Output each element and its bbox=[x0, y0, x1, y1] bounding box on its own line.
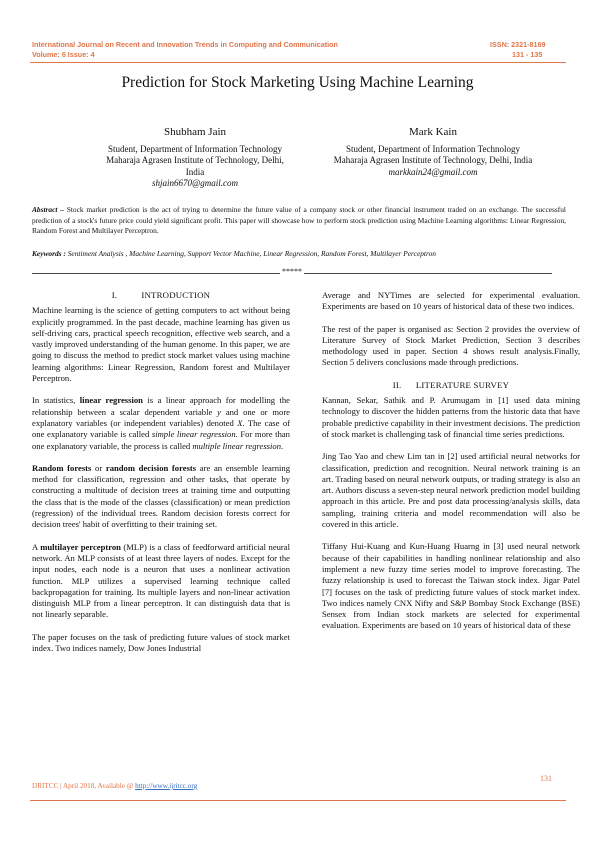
footer-text: IJRITCC | April 2018, Available @ bbox=[32, 782, 136, 790]
journal-issn: ISSN: 2321-8169 bbox=[490, 40, 546, 49]
paragraph-lit-2: Jing Tao Yao and chew Lim tan in [2] used artificial neural networks for classification, prediction and recognition. Neural network training is an art. Trading based on neural network outputs, or trading strategy is also an art. Authors discuss a seven-step neural network prediction model building approach in this article. Pre and post data processing/analysis skills, data sampling, training criteria and model recommendation will also be covered in this article. bbox=[322, 451, 580, 530]
text-span: . bbox=[281, 440, 284, 451]
var-y: y bbox=[217, 406, 221, 417]
author-block-2 bbox=[318, 127, 548, 178]
author-institute: Maharaja Agrasen Institute of Technology, Delhi, India bbox=[333, 155, 533, 165]
text-span: is a linear approach for modelling the relationship between a scalar dependent variable bbox=[32, 395, 291, 417]
author-name: Shubham Jain bbox=[163, 126, 227, 138]
section-heading-introduction: I. INTRODUCTION bbox=[111, 290, 211, 300]
header-rule bbox=[30, 62, 566, 63]
abstract bbox=[32, 205, 566, 237]
term-random-forests: Random forests bbox=[32, 462, 92, 473]
var-x: X bbox=[237, 417, 243, 428]
paragraph-indices: Average and NYTimes are selected for experimental evaluation. Experiments are based on 10 years of historical data of these two indices. bbox=[322, 290, 580, 312]
left-column bbox=[32, 290, 290, 665]
keywords bbox=[32, 249, 566, 258]
author-block-1 bbox=[105, 127, 285, 190]
page-number: 131 bbox=[540, 774, 552, 783]
text-span: . For more than one explanatory variable, the process is called bbox=[32, 429, 290, 451]
right-column bbox=[322, 290, 580, 643]
paper-title: Prediction for Stock Marketing Using Machine Learning bbox=[121, 74, 474, 91]
journal-name: International Journal on Recent and Innovation Trends in Computing and Communication bbox=[32, 40, 338, 49]
text-span: and one or more explanatory variables (or independent variables) denoted bbox=[32, 406, 290, 428]
paragraph-lit-3: Tiffany Hui-Kuang and Kun-Huang Huarng in [3] used neural network because of their capabilities in handling nonlinear relationship and also implement a new fuzzy time series model to improve forecasting. The fuzzy relationship is used to forecast the Taiwan stock index. Jigar Patel [7] focuses on the task of predicting future values of stock market index. Two indices namely CNX Nifty and S&P Bombay Stock Exchange (BSE) Sensex from Indian stock markets are selected for experimental evaluation. Experiments are based on 10 years of historical data of these bbox=[322, 541, 580, 631]
paragraph-intro: Machine learning is the science of getting computers to act without being explicitly programmed. In the past decade, machine learning has given us self-driving cars, practical speech recognition, effective web search, and a vastly improved understanding of the human genome. In this paper, we are going to discuss the method to predict stock market values using machine learning algorithms: Linear Regression, Random forest and Multilayer Perceptron. bbox=[32, 305, 290, 384]
author-institute: Maharaja Agrasen Institute of Technology, Delhi, India bbox=[106, 155, 284, 177]
text-span: A bbox=[32, 541, 41, 552]
journal-pages: 131 - 135 bbox=[512, 50, 543, 59]
author-role: Student, Department of Information Technology bbox=[108, 143, 282, 154]
keywords-label: Keywords : bbox=[32, 249, 66, 258]
separator-stars: ***** bbox=[282, 267, 302, 276]
text-span: are an ensemble learning method for classification, regression and other tasks, that operate by constructing a multitude of decision trees at training time and outputting the class that is the mode of the classes (classification) or mean prediction (regression) of the individual trees. Random decision forests correct for decision trees' habit of overfitting to their training set. bbox=[32, 462, 290, 530]
abstract-label: Abstract – bbox=[32, 205, 64, 214]
footer-rule bbox=[30, 800, 566, 801]
author-email: shjain6670@gmail.com bbox=[151, 178, 239, 188]
footer bbox=[32, 782, 197, 790]
author-name: Mark Kain bbox=[409, 126, 457, 138]
text-span: In statistics, bbox=[32, 395, 80, 406]
text-span: (MLP) is a class of feedforward artificial neural network. An MLP consists of at least three layers of nodes. Except for the input nodes, each node is a neuron that uses a nonlinear activation function. MLP utilizes a supervised learning technique called backpropagation for training. Its multiple layers and non-linear activation distinguish MLP from a linear perceptron. It can distinguish data that is not linearly separable. bbox=[32, 541, 290, 620]
text-span: or bbox=[91, 462, 106, 473]
paragraph-random-forest bbox=[32, 463, 290, 531]
term-linear-regression: linear regression bbox=[79, 395, 143, 406]
paragraph-focus: The paper focuses on the task of predicting future values of stock market index. Two indices namely, Dow Jones Industrial bbox=[32, 631, 290, 654]
abstract-text: Stock market prediction is the act of trying to determine the future value of a company stock or other financial instrument traded on an exchange. The successful prediction of a stock's future price could yield significant profit. This paper will showcase how to perform stock prediction using Machine Learning algorithms: Linear Regression, Random Forest and Multilayer Perceptron. bbox=[32, 205, 566, 236]
term-multiple-lr: multiple linear regression bbox=[192, 440, 281, 451]
paragraph-mlp bbox=[32, 542, 290, 621]
journal-volume: Volume: 6 Issue: 4 bbox=[32, 50, 95, 59]
term-mlp: multilayer perceptron bbox=[40, 541, 121, 552]
text-span: . The case of one explanatory variable is called bbox=[32, 417, 291, 440]
footer-link[interactable]: http://www.ijritcc.org bbox=[135, 782, 198, 790]
paragraph-lit-1: Kannan, Sekar, Sathik and P. Arumugam in [1] used data mining technology to discover the hidden patterns from the historic data that have probable predictive capability in their investment decisions. The prediction of stock market is challenging task of financial time series predictions. bbox=[322, 395, 580, 439]
term-random-decision-forests: random decision forests bbox=[105, 462, 197, 473]
author-email: markkain24@gmail.com bbox=[388, 166, 478, 177]
paragraph-organisation: The rest of the paper is organised as: Section 2 provides the overview of Literature Survey of Stock Market Prediction, Section 3 describes methodology used in paper. Section 4 shows result analysis.Finally, Section 5 delivers conclusions made through predictions. bbox=[322, 323, 580, 368]
term-simple-lr: simple linear regression bbox=[151, 429, 236, 440]
paragraph-linear-regression bbox=[32, 395, 290, 451]
keywords-text: Sentiment Analysis , Machine Learning, Support Vector Machine, Linear Regression, Random Forest, Multilayer Perceptron bbox=[65, 249, 436, 258]
section-heading-literature: II. LITERATURE SURVEY bbox=[392, 379, 510, 390]
author-role: Student, Department of Information Technology bbox=[346, 143, 520, 154]
